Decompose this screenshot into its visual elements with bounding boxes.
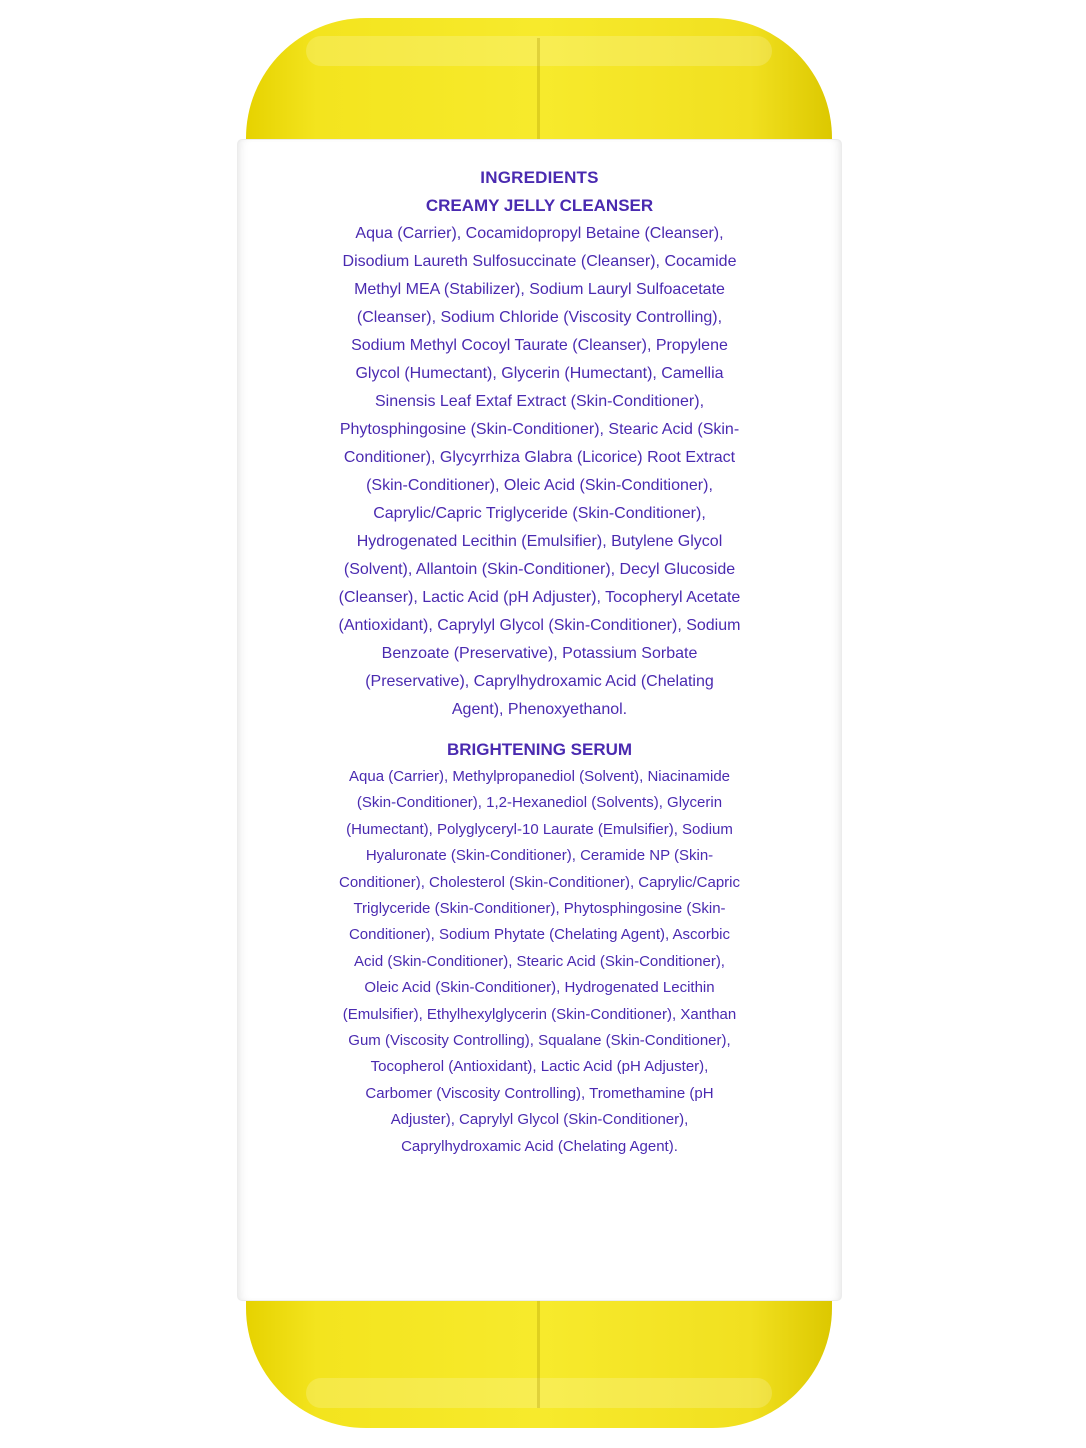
cleanser-ingredients: Aqua (Carrier), Cocamidopropyl Betaine (Cleanser), Disodium Laureth Sulfosuccinate (Cleanser), Cocamide Methyl MEA (Stabilizer), Sodium Lauryl Sulfoacetate (Cleanser), Sodium Chloride (Viscosity Controlling), Sodium Methyl Cocoyl Taurate (Cleanser), Propylene Glycol (Humectant), Glycerin (Humectant), Camellia Sinensis Leaf Extaf Extract (Skin-Conditioner), Phytosphingosine (Skin-Conditioner), Stearic Acid (Skin-Conditioner), Glycyrrhiza Glabra (Licorice) Root Extract (Skin-Conditioner), Oleic Acid (Skin-Conditioner), Caprylic/Capric Triglyceride (Skin-Conditioner), Hydrogenated Lecithin (Emulsifier), Butylene Glycol (Solvent), Allantoin (Skin-Conditioner), Decyl Glucoside (Cleanser), Lactic Acid (pH Adjuster), Tocopheryl Acetate (Antioxidant), Caprylyl Glycol (Skin-Conditioner), Sodium Benzoate (Preservative), Potassium Sorbate (Preservative), Caprylhydroxamic Acid (Chelating Agent), Phenoxyethanol. [338, 225, 741, 718]
serum-ingredients: Aqua (Carrier), Methylpropanediol (Solvent), Niacinamide (Skin-Conditioner), 1,2-Hexanediol (Solvents), Glycerin (Humectant), Polyglyceryl-10 Laurate (Emulsifier), Sodium Hyaluronate (Skin-Conditioner), Ceramide NP (Skin-Conditioner), Cholesterol (Skin-Conditioner), Caprylic/Capric Triglyceride (Skin-Conditioner), Phytosphingosine (Skin-Conditioner), Sodium Phytate (Chelating Agent), Ascorbic Acid (Skin-Conditioner), Stearic Acid (Skin-Conditioner), Oleic Acid (Skin-Conditioner), Hydrogenated Lecithin (Emulsifier), Ethylhexylglycerin (Skin-Conditioner), Xanthan Gum (Viscosity Controlling), Squalane (Skin-Conditioner), Tocopherol (Antioxidant), Lactic Acid (pH Adjuster), Carbomer (Viscosity Controlling), Tromethamine (pH Adjuster), Caprylyl Glycol (Skin-Conditioner), Caprylhydroxamic Acid (Chelating Agent). [339, 768, 740, 1155]
section-spacer [338, 724, 741, 736]
label-content [338, 164, 741, 1160]
ingredients-label [238, 140, 841, 1300]
cleanser-heading: CREAMY JELLY CLEANSER [425, 196, 654, 215]
label-title: INGREDIENTS [480, 168, 599, 187]
serum-heading: BRIGHTENING SERUM [446, 740, 633, 759]
